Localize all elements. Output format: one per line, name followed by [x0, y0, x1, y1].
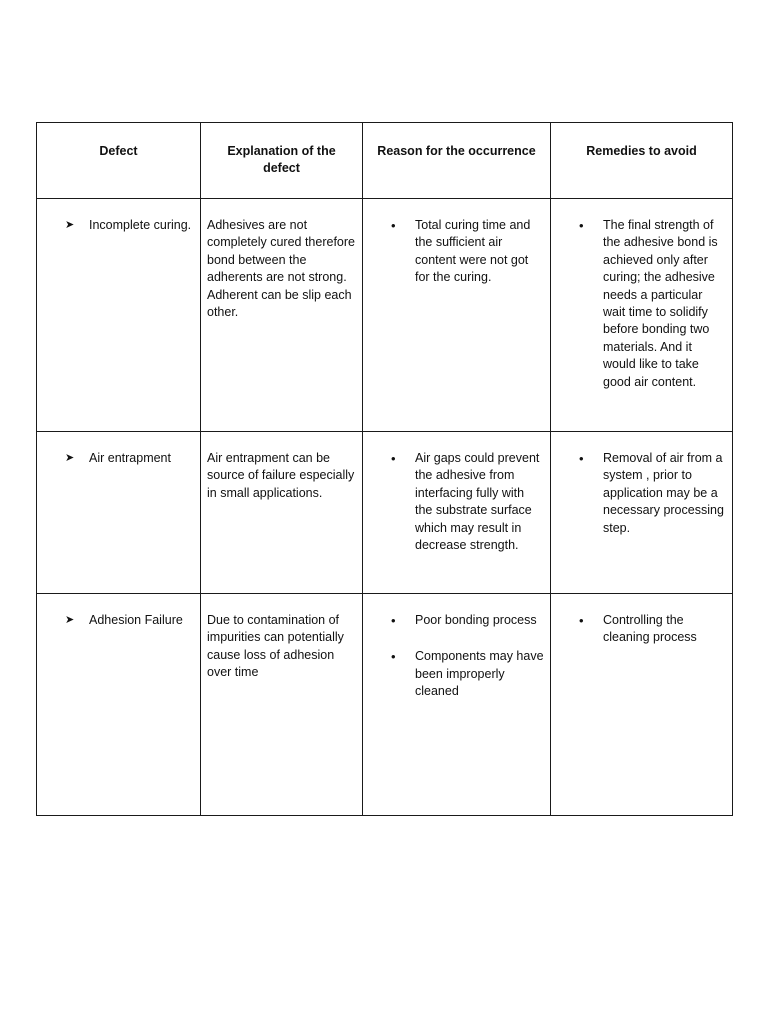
reason-list [363, 594, 550, 701]
explanation-cell [201, 199, 363, 432]
explanation-text: Due to contamination of impurities can potentially cause loss of adhesion over time [207, 613, 344, 680]
round-bullet-icon: • [391, 649, 396, 665]
explanation-cell [201, 594, 363, 816]
defect-name: Air entrapment [89, 451, 171, 465]
reason-cell [363, 199, 551, 432]
reason-list [363, 199, 550, 287]
reason-text: Total curing time and the sufficient air content were not got for the curing. [415, 218, 531, 285]
round-bullet-icon: • [579, 451, 584, 466]
remedy-text: Removal of air from a system , prior to application may be a necessary processing step. [603, 451, 724, 535]
remedy-text: The final strength of the adhesive bond is achieved only after curing; the adhesive needs a particular wait time to solidify before bonding two materials. And it would like to take good air content. [603, 218, 718, 389]
list-item [579, 612, 726, 647]
header-explanation: Explanation of the defect [201, 123, 363, 199]
remedy-text: Controlling the cleaning process [603, 613, 697, 645]
arrowhead-bullet-icon: ➤ [65, 614, 75, 626]
arrowhead-bullet-icon: ➤ [65, 452, 75, 464]
table-header-row [37, 123, 733, 199]
remedy-cell [551, 199, 733, 432]
defect-name: Incomplete curing. [89, 218, 192, 232]
list-item [391, 648, 544, 700]
reason-list [363, 432, 550, 554]
round-bullet-icon: • [391, 451, 396, 466]
reason-text: Poor bonding process [415, 613, 537, 627]
explanation-text: Air entrapment can be source of failure especially in small applications. [207, 451, 355, 500]
remedy-list [551, 594, 732, 647]
round-bullet-icon: • [391, 218, 396, 233]
explanation-cell [201, 432, 363, 594]
defect-name: Adhesion Failure [89, 613, 183, 627]
list-item [391, 612, 544, 629]
round-bullet-icon: • [391, 613, 396, 628]
list-item [391, 217, 544, 287]
reason-text: Air gaps could prevent the adhesive from interfacing fully with the substrate surface which may result in decrease strength. [415, 451, 540, 553]
table-row [37, 432, 733, 594]
table-row [37, 199, 733, 432]
header-defect: Defect [37, 123, 201, 199]
defect-cell [37, 432, 201, 594]
reason-cell [363, 594, 551, 816]
list-item [391, 450, 544, 554]
arrowhead-bullet-icon: ➤ [65, 219, 75, 231]
remedy-list [551, 432, 732, 537]
reason-text: Components may have been improperly cleaned [415, 649, 544, 699]
header-remedies: Remedies to avoid [551, 123, 733, 199]
explanation-text: Adhesives are not completely cured therefore bond between the adherents are not strong. Adherent can be slip each other. [207, 218, 355, 320]
remedy-cell [551, 594, 733, 816]
list-item [579, 217, 726, 391]
round-bullet-icon: • [579, 218, 584, 233]
round-bullet-icon: • [579, 613, 584, 628]
table-row [37, 594, 733, 816]
defects-table [36, 122, 733, 816]
remedy-list [551, 199, 732, 391]
defect-cell [37, 199, 201, 432]
header-reason: Reason for the occurrence [363, 123, 551, 199]
reason-cell [363, 432, 551, 594]
list-item [579, 450, 726, 537]
remedy-cell [551, 432, 733, 594]
defect-cell [37, 594, 201, 816]
